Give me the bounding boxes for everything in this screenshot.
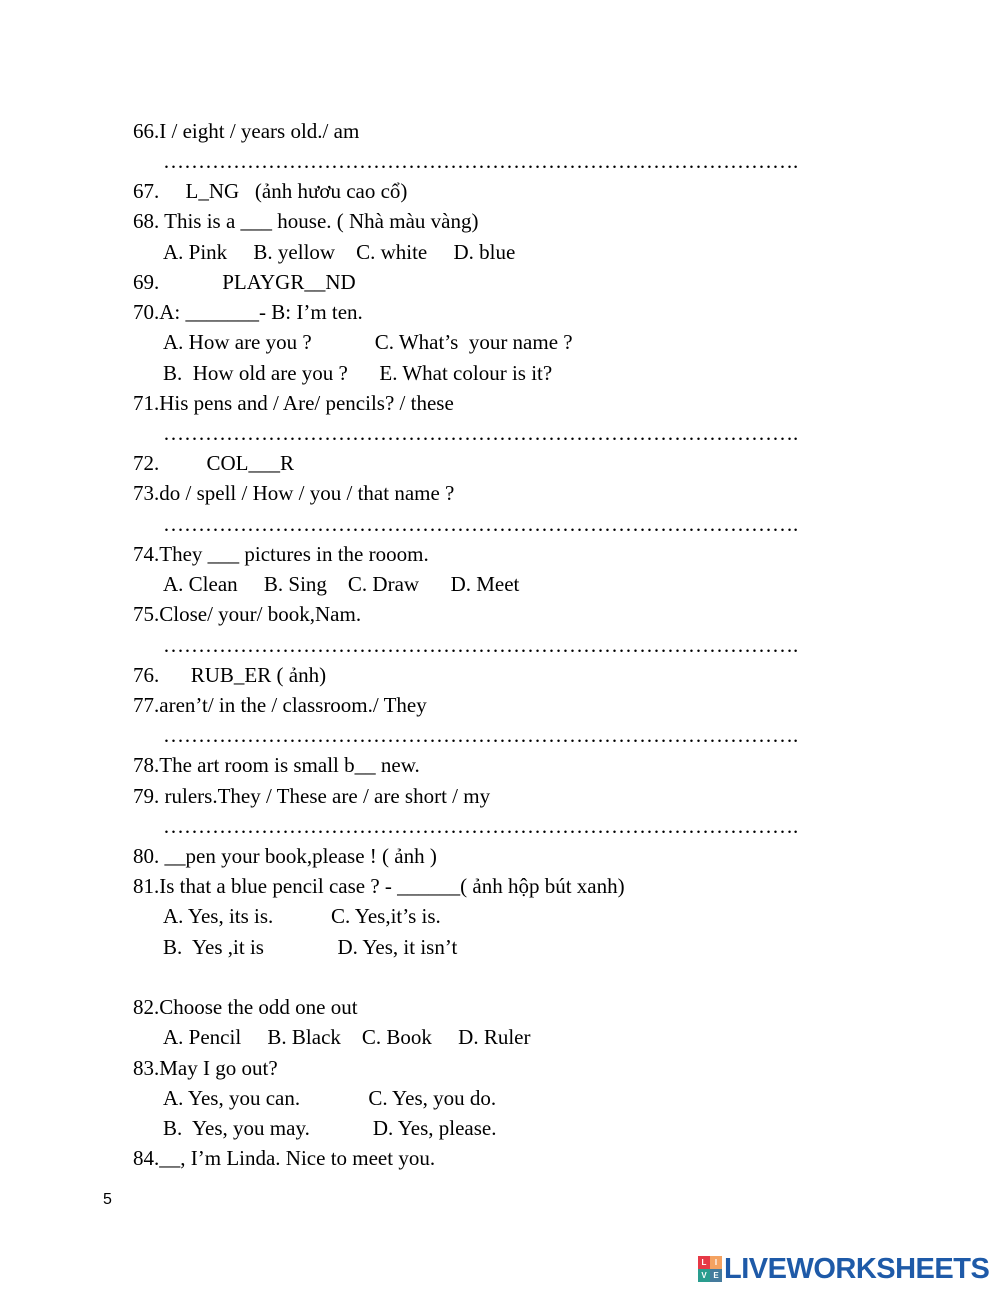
question-76: 76. RUB_ER ( ảnh)	[133, 663, 327, 687]
logo-letter-i: I	[710, 1256, 722, 1269]
question-79: 79. rulers.They / These are / are short / my	[133, 784, 491, 808]
liveworksheets-logo-icon	[698, 1256, 722, 1282]
liveworksheets-logo[interactable]	[698, 1252, 989, 1286]
question-68: 68. This is a ___ house. ( Nhà màu vàng)	[133, 209, 479, 233]
question-74: 74.They ___ pictures in the rooom.	[133, 542, 429, 566]
options-70-row-2[interactable]: B. How old are you ? E. What colour is it?	[163, 361, 553, 385]
page-number: 5	[103, 1191, 112, 1208]
options-81-row-1[interactable]: A. Yes, its is. C. Yes,it’s is.	[163, 904, 441, 928]
question-81: 81.Is that a blue pencil case ? - ______( ảnh hộp bút xanh)	[133, 874, 625, 898]
answer-line-77[interactable]: ……………………………………………………………………………….	[163, 723, 799, 747]
question-80: 80. __pen your book,please ! ( ảnh )	[133, 844, 437, 868]
options-70-row-1[interactable]: A. How are you ? C. What’s your name ?	[163, 330, 573, 354]
question-71: 71.His pens and / Are/ pencils? / these	[133, 391, 454, 415]
brand-name: LIVEWORKSHEETS	[724, 1252, 990, 1285]
question-73: 73.do / spell / How / you / that name ?	[133, 481, 455, 505]
options-74[interactable]: A. Clean B. Sing C. Draw D. Meet	[163, 572, 520, 596]
question-66: 66.I / eight / years old./ am	[133, 119, 360, 143]
logo-letter-l: L	[698, 1256, 710, 1269]
answer-line-79[interactable]: ……………………………………………………………………………….	[163, 814, 799, 838]
question-75: 75.Close/ your/ book,Nam.	[133, 602, 362, 626]
options-83-row-1[interactable]: A. Yes, you can. C. Yes, you do.	[163, 1086, 497, 1110]
question-77: 77.aren’t/ in the / classroom./ They	[133, 693, 427, 717]
question-83: 83.May I go out?	[133, 1056, 278, 1080]
question-82: 82.Choose the odd one out	[133, 995, 358, 1019]
options-81-row-2[interactable]: B. Yes ,it is D. Yes, it isn’t	[163, 935, 458, 959]
logo-letter-v: V	[698, 1269, 710, 1282]
question-78: 78.The art room is small b__ new.	[133, 753, 420, 777]
answer-line-66[interactable]: ……………………………………………………………………………….	[163, 149, 799, 173]
question-84: 84.__, I’m Linda. Nice to meet you.	[133, 1146, 436, 1170]
options-82[interactable]: A. Pencil B. Black C. Book D. Ruler	[163, 1025, 531, 1049]
question-67: 67. L_NG (ảnh hươu cao cổ)	[133, 179, 408, 203]
logo-letter-e: E	[710, 1269, 722, 1282]
answer-line-71[interactable]: ……………………………………………………………………………….	[163, 421, 799, 445]
options-83-row-2[interactable]: B. Yes, you may. D. Yes, please.	[163, 1116, 497, 1140]
options-68[interactable]: A. Pink B. yellow C. white D. blue	[163, 240, 516, 264]
question-69: 69. PLAYGR__ND	[133, 270, 356, 294]
question-72: 72. COL___R	[133, 451, 295, 475]
question-70: 70.A: _______- B: I’m ten.	[133, 300, 363, 324]
answer-line-75[interactable]: ……………………………………………………………………………….	[163, 633, 799, 657]
answer-line-73[interactable]: ……………………………………………………………………………….	[163, 512, 799, 536]
